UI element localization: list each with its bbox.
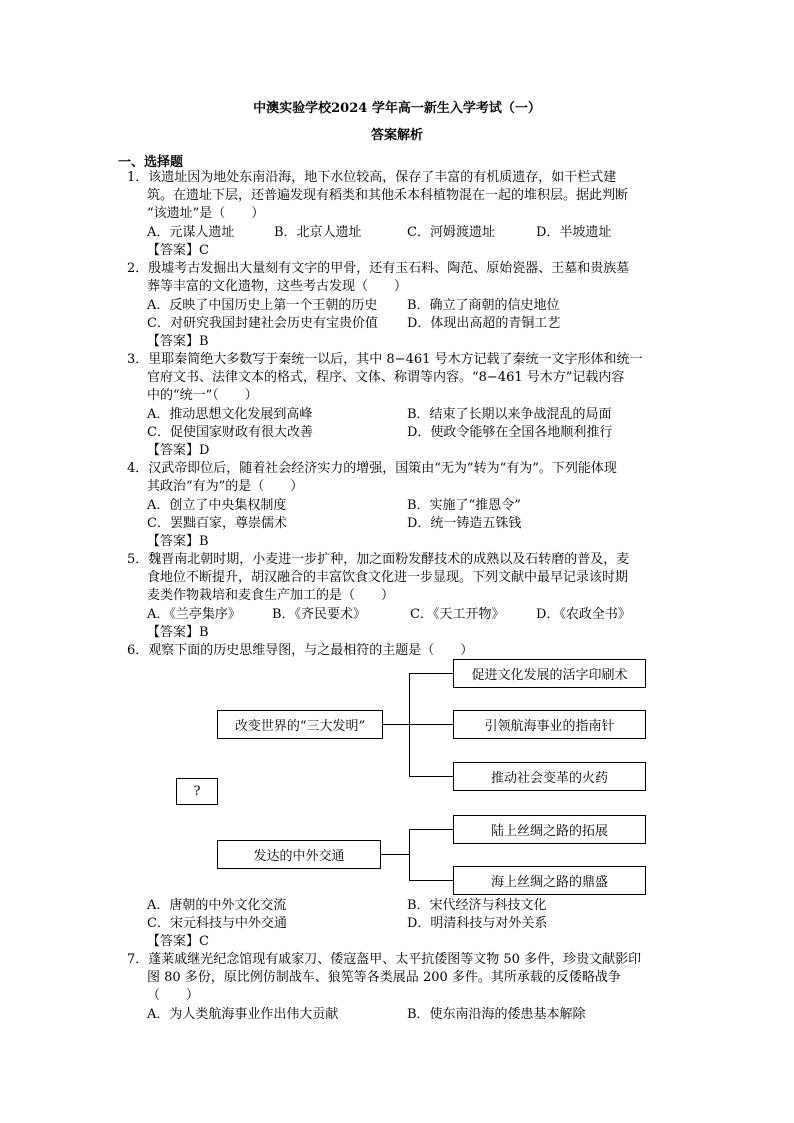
question-5-line-2: 食地位不断提升，胡汉融合的丰富饮食文化进一步显现。下列文献中最早记录该时期	[147, 570, 629, 585]
connector	[409, 829, 410, 880]
mind-map-branch-transport: 发达的中外交通	[217, 840, 381, 869]
question-4-option-c[interactable]: C．罢黜百家，尊崇儒术	[147, 516, 287, 531]
question-2-answer: 【答案】B	[147, 334, 209, 349]
question-3-option-b[interactable]: B．结束了长期以来争战混乱的局面	[407, 407, 612, 422]
question-5-line-1: 5．魏晋南北朝时期，小麦进一步扩种，加之面粉发酵技术的成熟以及石转磨的普及，麦	[127, 552, 630, 567]
question-3-option-a[interactable]: A．推动思想文化发展到高峰	[147, 407, 313, 422]
connector	[409, 724, 453, 725]
question-1-line-1: 1．该遗址因为地处东南沿海，地下水位较高，保存了丰富的有机质遗存，如干栏式建	[127, 170, 617, 185]
mind-map-leaf-gunpowder: 推动社会变革的火药	[453, 762, 646, 791]
question-6-option-d[interactable]: D．明清科技与对外关系	[407, 916, 548, 931]
question-1-option-b[interactable]: B．北京人遗址	[274, 225, 362, 240]
question-2-line-2: 葬等丰富的文化遗物，这些考古发现（ ）	[147, 279, 408, 294]
question-5-line-3: 麦类作物栽培和麦食生产加工的是（ ）	[147, 588, 395, 603]
page-subtitle: 答案解析	[370, 128, 423, 143]
question-5-option-b[interactable]: B．《齐民要术》	[272, 607, 367, 622]
question-4-option-b[interactable]: B．实施了“推恩令”	[407, 498, 521, 513]
question-3-answer: 【答案】D	[147, 443, 210, 458]
question-6-line-1: 6．观察下面的历史思维导图，与之最相符的主题是（ ）	[127, 643, 474, 658]
question-2-line-1: 2．殷墟考古发掘出大量刻有文字的甲骨，还有玉石料、陶范、原始瓷器、王墓和贵族墓	[127, 261, 630, 276]
question-5-option-d[interactable]: D．《农政全书》	[536, 607, 631, 622]
question-2-option-c[interactable]: C．对研究我国封建社会历史有宝贵价值	[147, 316, 378, 331]
question-3-option-d[interactable]: D．使政令能够在全国各地顺利推行	[407, 425, 613, 440]
mind-map-root-box: ?	[176, 778, 218, 805]
question-1-answer: 【答案】C	[147, 243, 209, 258]
connector	[409, 776, 453, 777]
mind-map-leaf-land-silk-road: 陆上丝绸之路的拓展	[453, 815, 646, 844]
question-4-option-a[interactable]: A．创立了中央集权制度	[147, 498, 287, 513]
question-1-option-c[interactable]: C．河姆渡遗址	[407, 225, 495, 240]
section-heading: 一、选择题	[118, 155, 184, 170]
mind-map-branch-inventions: 改变世界的“三大发明”	[217, 710, 383, 739]
question-7-option-b[interactable]: B．使东南沿海的倭患基本解除	[407, 1007, 586, 1022]
question-1-line-2: 筑。在遗址下层，还普遍发现有稻类和其他禾本科植物混在一起的堆积层。据此判断	[147, 188, 629, 203]
page-title: 中澳实验学校2024 学年高一新生入学考试（一）	[253, 101, 541, 116]
question-4-line-1: 4．汉武帝即位后，随着社会经济实力的增强，国策由“无为”转为“有为”。下列能体现	[127, 461, 617, 476]
mind-map-leaf-printing: 促进文化发展的活字印刷术	[453, 659, 646, 688]
question-3-line-2: 官府文书、法律文本的格式，程序、文体、称谓等内容。“8−461 号木方”记载内容	[147, 370, 625, 385]
connector	[409, 673, 453, 674]
question-3-option-c[interactable]: C．促使国家财政有很大改善	[147, 425, 313, 440]
question-4-answer: 【答案】B	[147, 534, 209, 549]
question-6-option-a[interactable]: A．唐朝的中外文化交流	[147, 898, 287, 913]
question-7-line-3: （ ）	[147, 988, 200, 1003]
question-4-option-d[interactable]: D．统一铸造五铢钱	[407, 516, 522, 531]
question-4-line-2: 其政治“有为”的是（ ）	[147, 479, 304, 494]
question-7-line-2: 图 80 多份，原比例仿制战车、狼筅等各类展品 200 多件。其所承载的反倭略战争	[147, 970, 621, 985]
question-1-option-a[interactable]: A．元谋人遗址	[147, 225, 235, 240]
question-6-answer: 【答案】C	[147, 934, 209, 949]
question-5-answer: 【答案】B	[147, 625, 209, 640]
connector	[381, 854, 409, 855]
question-2-option-d[interactable]: D．体现出高超的青铜工艺	[407, 316, 561, 331]
question-2-option-b[interactable]: B．确立了商朝的信史地位	[407, 298, 560, 313]
question-5-option-a[interactable]: A．《兰亭集序》	[147, 607, 241, 622]
question-3-line-3: 中的“统一”（ ）	[147, 388, 258, 403]
question-1-option-d[interactable]: D．半坡遗址	[536, 225, 612, 240]
connector	[409, 880, 453, 881]
question-2-option-a[interactable]: A．反映了中国历史上第一个王朝的历史	[147, 298, 378, 313]
question-3-line-1: 3．里耶秦简绝大多数写于秦统一以后，其中 8−461 号木方记载了秦统一文字形体和统一	[127, 352, 643, 367]
question-7-line-1: 7．蓬莱戚继光纪念馆现有戚家刀、倭寇盔甲、太平抗倭图等文物 50 多件，珍贵文献影印	[127, 952, 642, 967]
connector	[409, 829, 453, 830]
question-6-option-c[interactable]: C．宋元科技与中外交通	[147, 916, 287, 931]
mind-map-leaf-sea-silk-road: 海上丝绸之路的鼎盛	[453, 866, 646, 895]
question-5-option-c[interactable]: C．《天工开物》	[410, 607, 505, 622]
question-7-option-a[interactable]: A．为人类航海事业作出伟大贡献	[147, 1007, 339, 1022]
connector	[383, 724, 409, 725]
mind-map-leaf-compass: 引领航海事业的指南针	[453, 710, 646, 739]
question-6-option-b[interactable]: B．宋代经济与科技文化	[407, 898, 547, 913]
question-1-line-3: “该遗址”是（ ）	[147, 206, 265, 221]
